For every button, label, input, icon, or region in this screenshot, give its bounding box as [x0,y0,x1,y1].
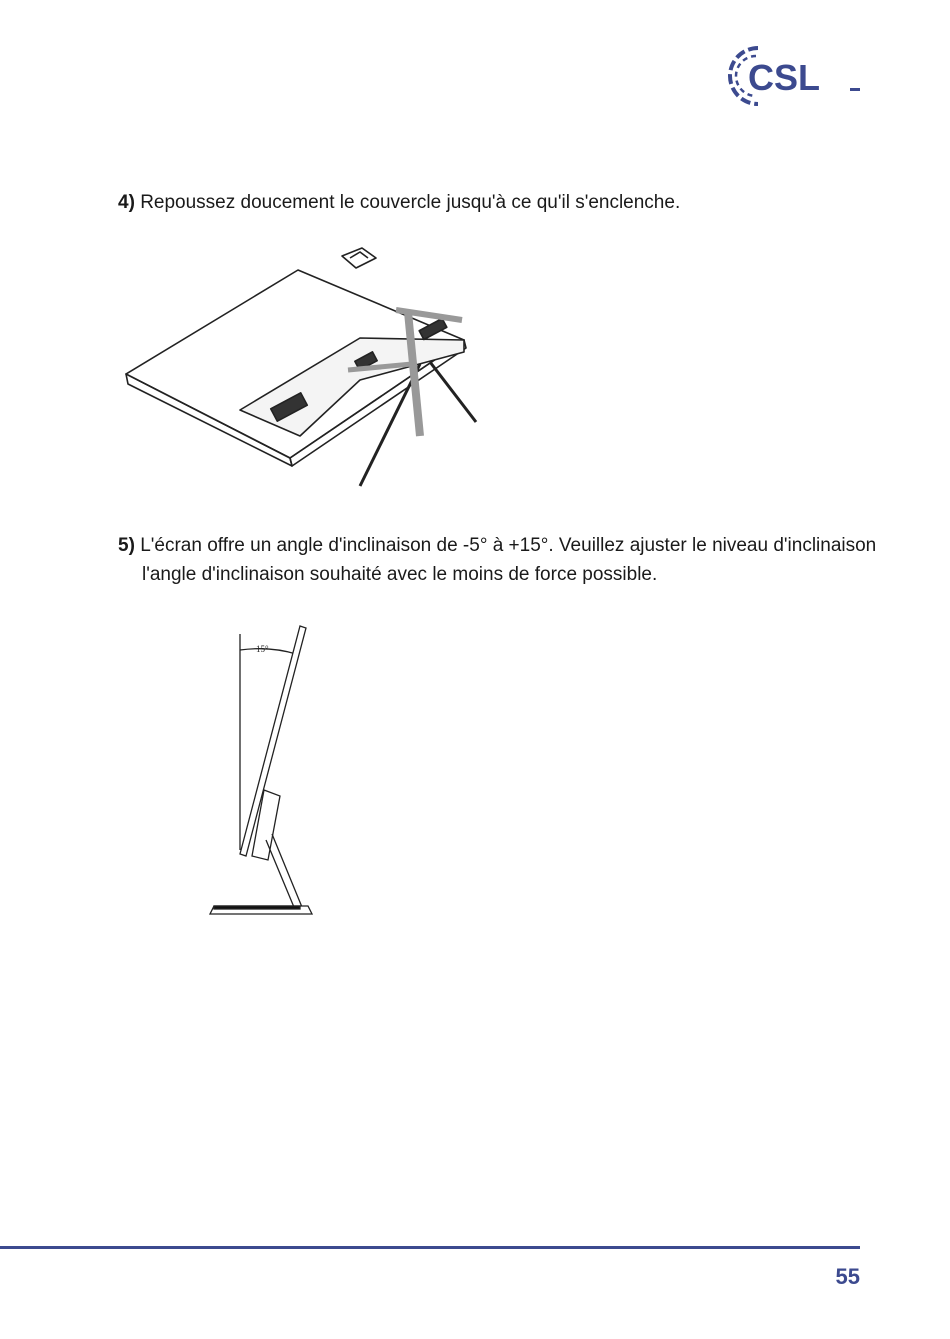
step-4-number: 4) [118,192,135,213]
monitor-cover-illustration [120,240,490,495]
csl-logo [728,40,863,110]
footer-rule [0,1246,860,1249]
tilt-angle-illustration [200,620,330,920]
tilt-angle-label: 15° [256,644,269,654]
step-5-number: 5) [118,535,135,556]
step-5-text: L'écran offre un angle d'inclinaison de -5° à +15°. Veuillez ajuster le niveau d'inclinaison [140,535,877,556]
step-4 [118,188,918,217]
logo-text: CSL [748,57,820,98]
step-4-text: Repoussez doucement le couvercle jusqu'à ce qu'il s'enclenche. [140,192,681,213]
page-number: 55 [835,1264,860,1289]
step-5 [118,531,938,589]
step-5-text-line2: l'angle d'inclinaison souhaité avec le moins de force possible. [142,564,658,585]
